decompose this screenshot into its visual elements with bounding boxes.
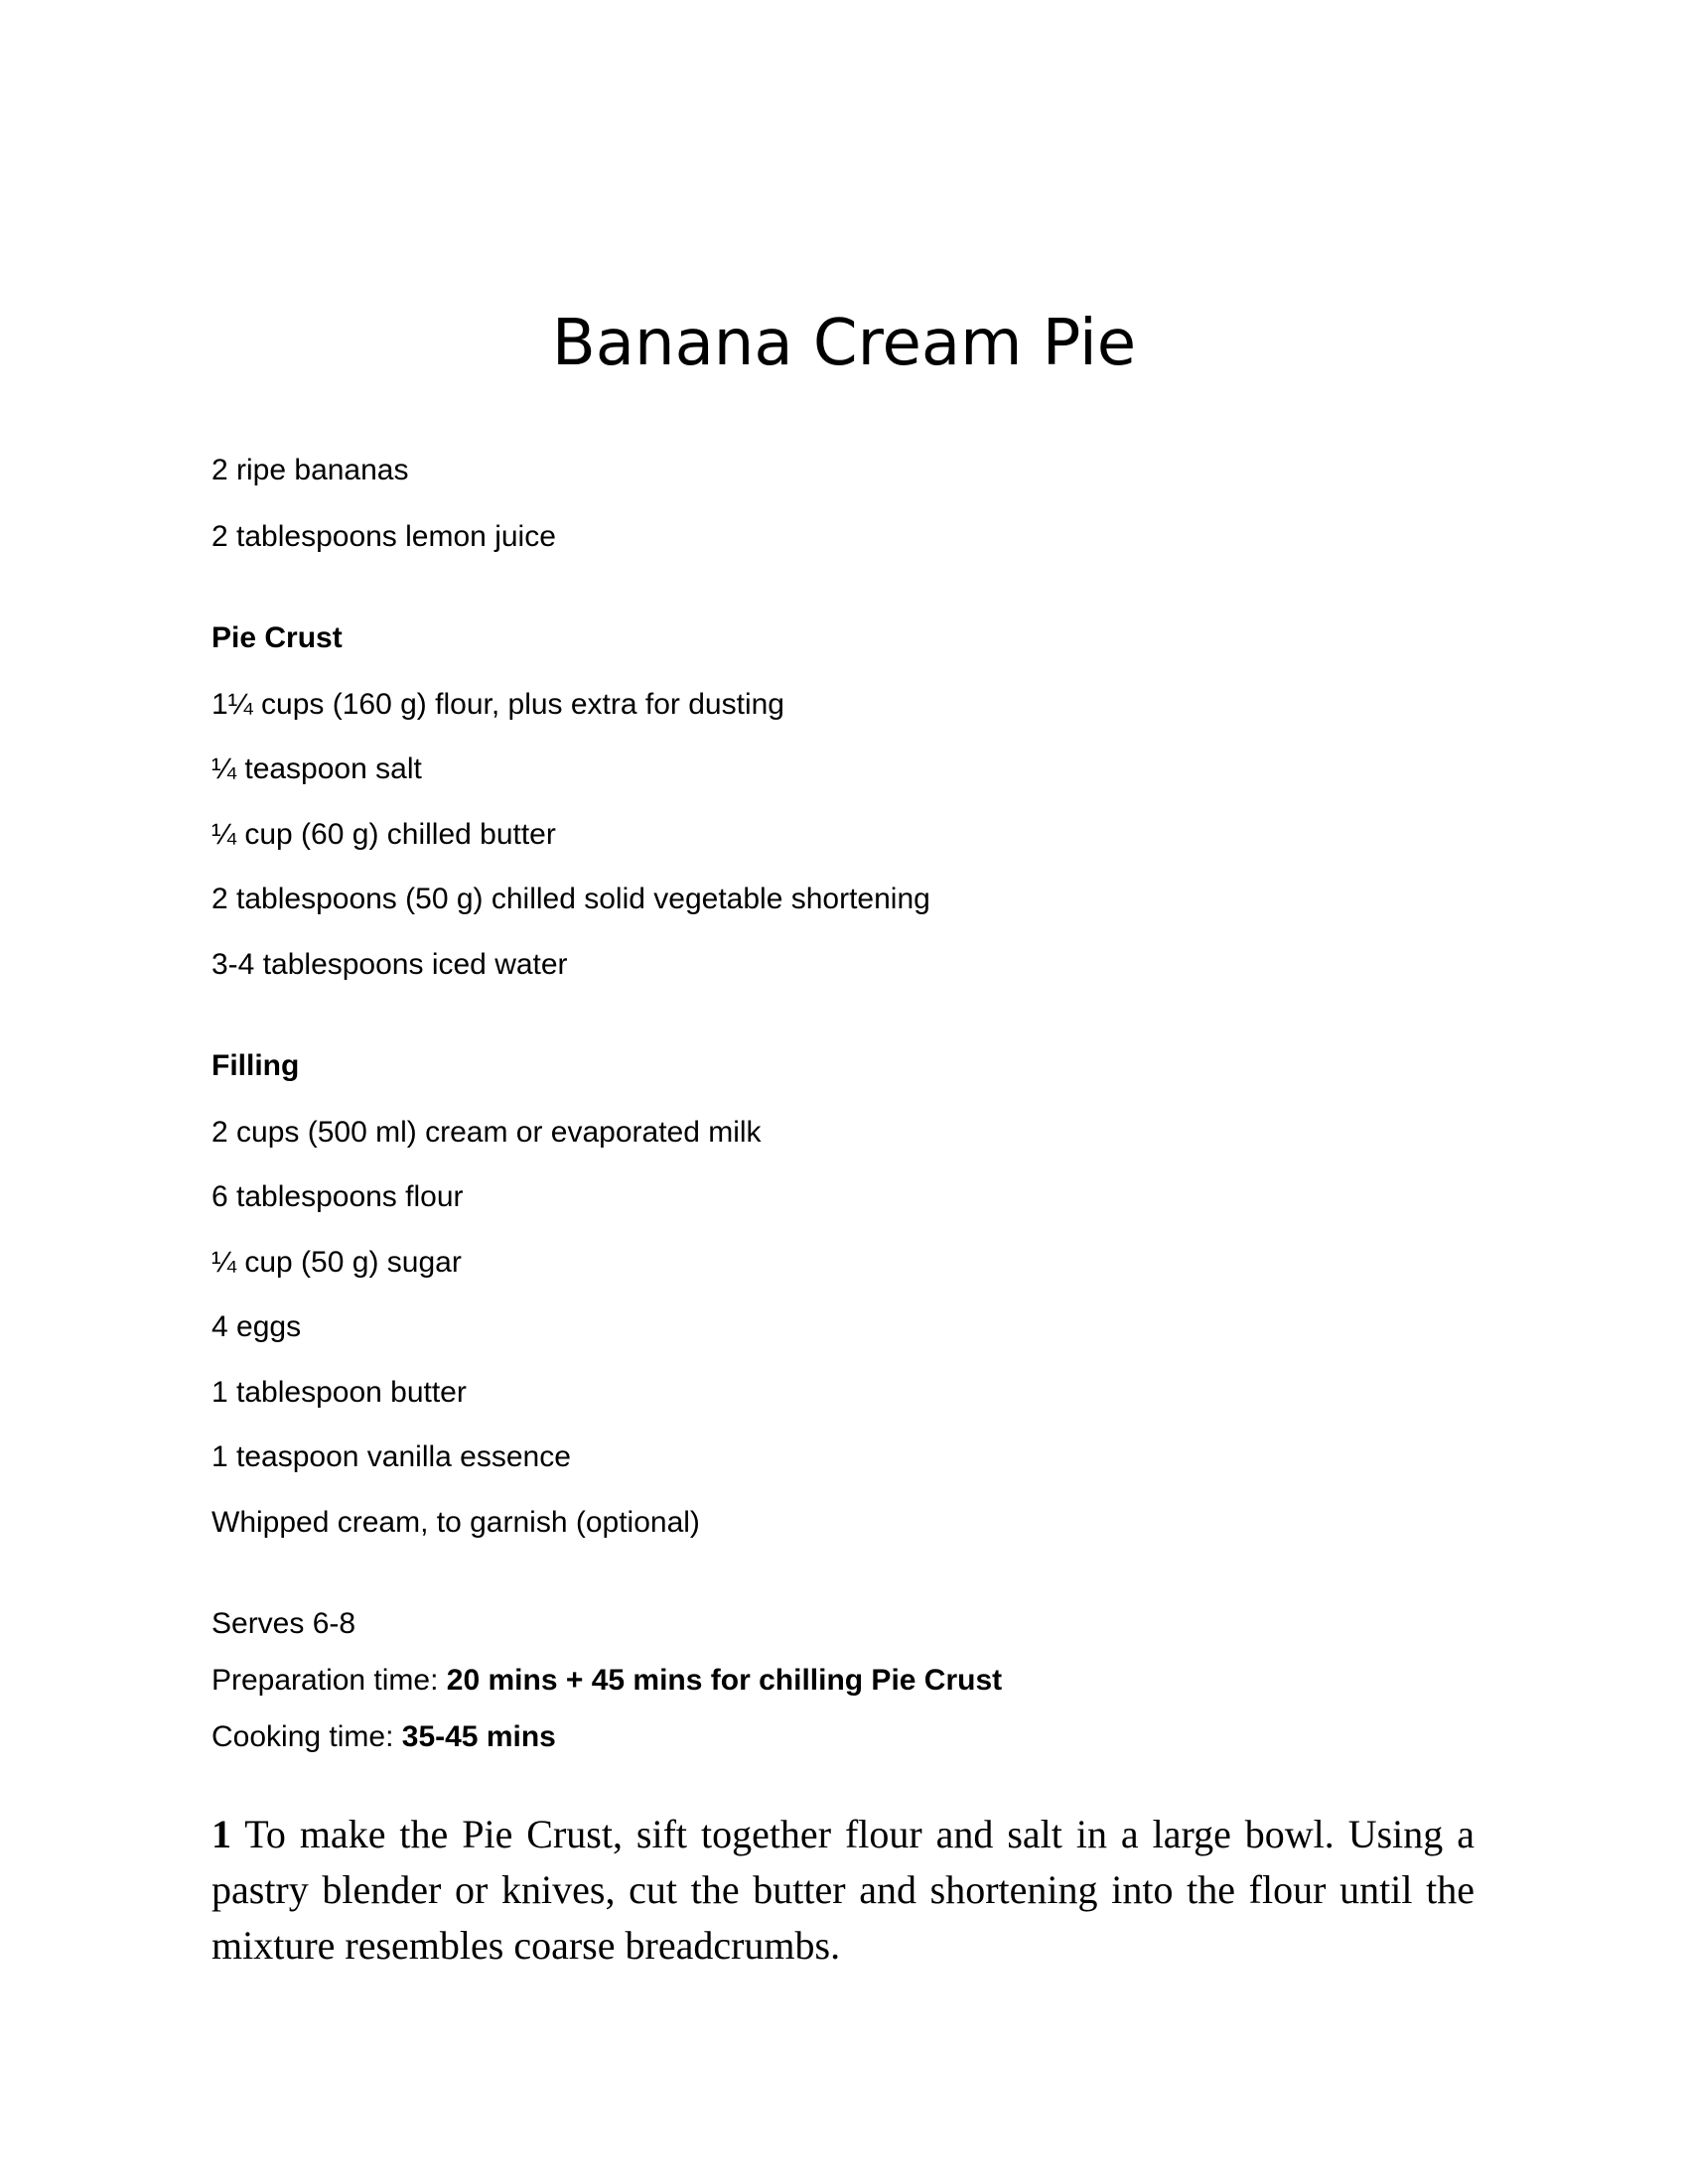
step-number: 1: [211, 1812, 231, 1856]
filling-item: 1 teaspoon vanilla essence: [211, 1440, 571, 1473]
filling-item: 1 tablespoon butter: [211, 1376, 467, 1409]
step-text: To make the Pie Crust, sift together flour and salt in a large bowl. Using a pastry blender or knives, cut the butter and shortening into the flour until the mixture resembles coarse breadcrumbs.: [211, 1812, 1475, 1968]
cook-time-label: Cooking time:: [211, 1720, 394, 1753]
prep-time: [211, 1663, 1002, 1699]
prep-time-value: 20 mins + 45 mins for chilling Pie Crust: [446, 1664, 1003, 1697]
page-title: Banana Cream Pie: [551, 307, 1137, 380]
ingredient-item: 2 ripe bananas: [211, 454, 409, 486]
cook-time-value: 35-45 mins: [401, 1720, 556, 1753]
pie-crust-heading: Pie Crust: [211, 621, 343, 654]
filling-item: 2 cups (500 ml) cream or evaporated milk: [211, 1116, 762, 1149]
serves-text: Serves 6-8: [211, 1607, 356, 1640]
pie-crust-item: 3-4 tablespoons iced water: [211, 948, 568, 981]
cook-time: [211, 1719, 556, 1755]
filling-item: 4 eggs: [211, 1310, 302, 1343]
filling-heading: Filling: [211, 1049, 300, 1082]
prep-time-label: Preparation time:: [211, 1664, 439, 1697]
filling-item: Whipped cream, to garnish (optional): [211, 1506, 700, 1539]
pie-crust-item: ¼ teaspoon salt: [211, 752, 422, 785]
filling-item: ¼ cup (50 g) sugar: [211, 1246, 462, 1279]
pie-crust-item: ¼ cup (60 g) chilled butter: [211, 818, 556, 851]
instruction-step: [211, 1807, 1475, 1974]
pie-crust-item: 1¼ cups (160 g) flour, plus extra for dusting: [211, 688, 784, 721]
ingredient-item: 2 tablespoons lemon juice: [211, 520, 556, 553]
pie-crust-item: 2 tablespoons (50 g) chilled solid vegetable shortening: [211, 883, 930, 915]
filling-item: 6 tablespoons flour: [211, 1180, 464, 1213]
